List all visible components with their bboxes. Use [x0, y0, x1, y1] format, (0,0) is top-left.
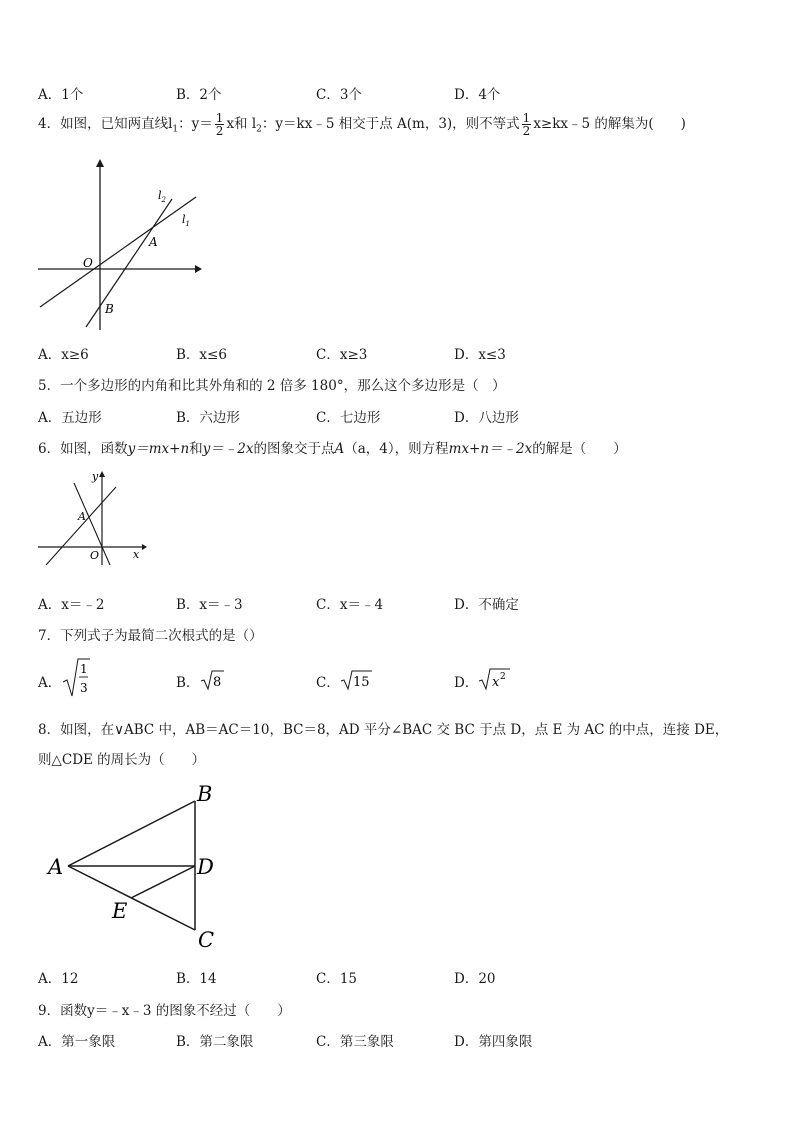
q4-x-arrow: [195, 265, 202, 273]
svg-text:8: 8: [213, 675, 222, 690]
q8-segment-de: [131, 866, 195, 898]
q6-label-y: y: [92, 470, 99, 483]
q9-option-c: C．第三象限: [316, 1034, 394, 1050]
q7-label-b: B．: [176, 675, 200, 691]
q6-y-arrow: [99, 471, 105, 477]
q8-side-ab: [68, 801, 195, 866]
q8-triangle-figure: [40, 775, 240, 955]
q4-y-arrow: [96, 159, 104, 167]
svg-text:2: 2: [500, 672, 506, 682]
q6-x-arrow: [142, 544, 147, 550]
q8-label-e: E: [112, 899, 128, 923]
q7-label-a: A．: [38, 675, 62, 691]
q7-option-d-radical: [478, 665, 512, 691]
q6-stem: 6．如图，函数y＝mx+n和y＝﹣2x的图象交于点A（a，4），则方程mx+n＝﹣2x的解是（ ）: [38, 441, 627, 457]
q5-option-a: A．五边形: [38, 410, 102, 426]
q4-label-l2: $l_2$: [158, 189, 166, 204]
q3-option-c: C．3个: [316, 87, 362, 103]
q6-option-c: C．x＝﹣4: [316, 597, 384, 613]
q7-option-b-radical: [200, 668, 226, 692]
q9-option-a: A．第一象限: [38, 1034, 116, 1050]
q4-line-l1: [40, 197, 196, 307]
q7-label-d: D．: [454, 675, 479, 691]
q8-option-c: C．15: [316, 971, 358, 987]
q7-option-a-radical: [62, 656, 92, 700]
q9-option-b: B．第二象限: [176, 1034, 254, 1050]
q3-option-b: B．2个: [176, 87, 222, 103]
q4-label-o: O: [83, 256, 93, 270]
q6-option-a: A．x＝﹣2: [38, 597, 105, 613]
q5-option-c: C．七边形: [316, 410, 381, 426]
q4-graph: [30, 155, 210, 335]
q4-option-d: D．x≤3: [454, 347, 506, 363]
q8-label-a: A: [48, 855, 64, 879]
q4-stem: 4．如图，已知两直线$l_1$：y＝ $\frac{1}{2}$ x和 $l_2$：y＝kx﹣5 相交于点 A(m，3)，则不等式 $\frac{1}{2}$ x≥kx﹣5 的解集为( ): [38, 111, 686, 138]
q5-option-b: B．六边形: [176, 410, 240, 426]
q5-option-d: D．八边形: [454, 410, 519, 426]
q9-stem: 9．函数y＝﹣x﹣3 的图象不经过（ ）: [38, 1003, 291, 1019]
q4-option-c: C．x≥3: [316, 347, 368, 363]
svg-text:1: 1: [80, 662, 88, 676]
q4-label-a: A: [149, 235, 158, 249]
q4-line-l2: [86, 199, 172, 327]
q5-stem: 5．一个多边形的内角和比其外角和的 2 倍多 180°，那么这个多边形是（ ）: [38, 378, 506, 394]
q4-fraction: $\frac{1}{2}$: [215, 111, 224, 138]
svg-text:x: x: [492, 675, 500, 690]
q8-stem-line2: 则△CDE 的周长为（ ）: [38, 752, 206, 768]
q3-option-a: A．1个: [38, 87, 84, 103]
q4-option-b: B．x≤6: [176, 347, 227, 363]
q4-label-b: B: [105, 302, 114, 316]
q8-label-c: C: [198, 928, 215, 952]
q6-label-a: A: [78, 510, 86, 523]
q6-graph: [34, 465, 149, 575]
q4-label-l1: $l_1$: [182, 213, 190, 228]
q6-option-d: D．不确定: [454, 597, 519, 613]
q9-option-d: D．第四象限: [454, 1034, 533, 1050]
q8-option-a: A．12: [38, 971, 79, 987]
q8-option-b: B．14: [176, 971, 217, 987]
q7-option-c-radical: [340, 668, 374, 692]
q8-stem-line1: 8．如图，在∨ABC 中，AB＝AC＝10，BC＝8，AD 平分∠BAC 交 BC 于点 D，点 E 为 AC 的中点，连接 DE，: [38, 722, 729, 738]
q8-option-d: D．20: [454, 971, 496, 987]
svg-text:15: 15: [353, 675, 370, 690]
q6-label-o: O: [90, 549, 100, 562]
q4-option-a: A．x≥6: [38, 347, 89, 363]
q6-option-b: B．x＝﹣3: [176, 597, 243, 613]
q6-label-x: x: [133, 548, 140, 561]
q8-label-b: B: [197, 782, 213, 806]
q4-fraction-2: $\frac{1}{2}$: [522, 111, 531, 138]
q3-option-d: D．4个: [454, 87, 501, 103]
svg-text:3: 3: [80, 681, 88, 695]
q7-stem: 7．下列式子为最简二次根式的是（）: [38, 628, 263, 644]
q8-label-d: D: [197, 855, 214, 879]
q7-label-c: C．: [316, 675, 340, 691]
